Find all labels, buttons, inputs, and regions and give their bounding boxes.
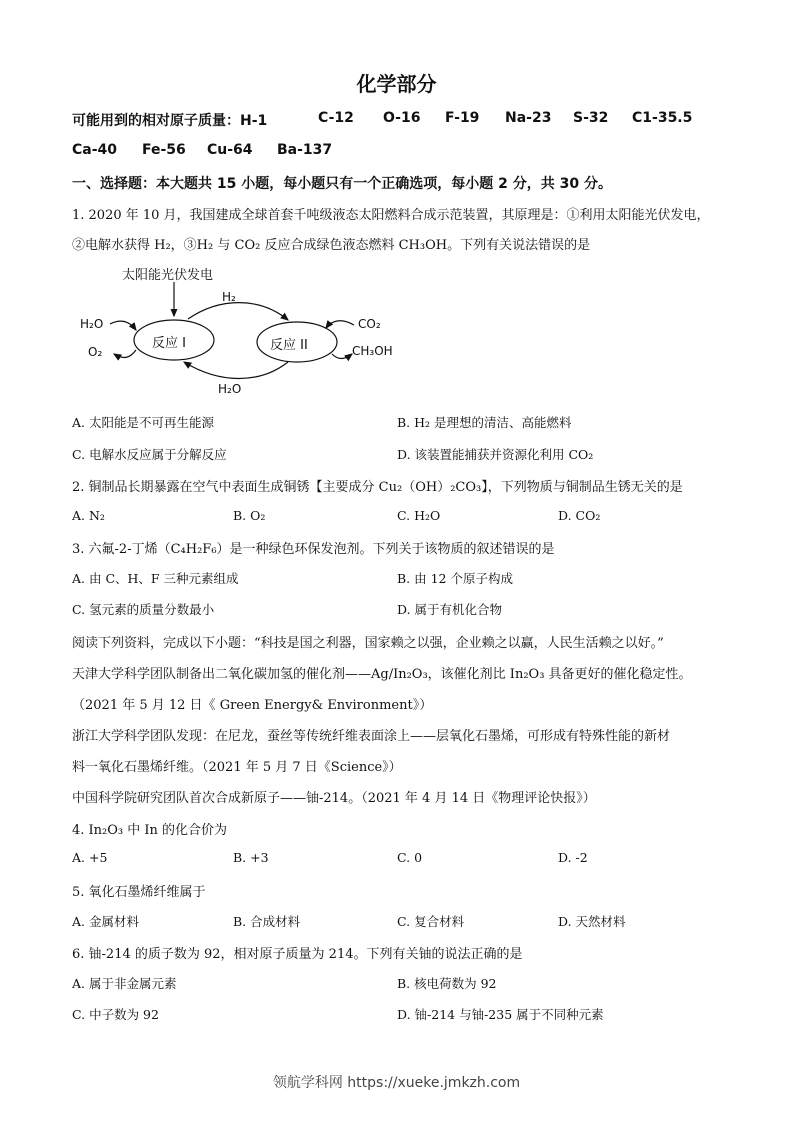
q2-option-c: C. H₂O — [397, 508, 441, 523]
ch3oh-out-arrow — [332, 354, 352, 359]
reaction-diagram-svg — [70, 262, 430, 402]
ch3oh-right-label: CH₃OH — [352, 344, 393, 358]
q2-stem: 2. 铜制品长期暴露在空气中表面生成铜锈【主要成分 Cu₂（OH）₂CO₃】，下列物质与铜制品生锈无关的是 — [72, 480, 683, 495]
reaction-2-label: 反应 II — [270, 338, 308, 353]
co2-in-arrow — [326, 321, 354, 328]
q1-stem-line2: ②电解水获得 H₂，③H₂ 与 CO₂ 反应合成绿色液态燃料 CH₃OH。下列有关说法错误的是 — [72, 238, 591, 253]
q6-option-d: D. 铀-214 与铀-235 属于不同种元素 — [397, 1007, 604, 1022]
q5-option-a: A. 金属材料 — [72, 914, 139, 929]
q2-option-b: B. O₂ — [233, 508, 266, 523]
reading-line: 浙江大学科学团队发现：在尼龙，蚕丝等传统纤维表面涂上——层氧化石墨烯，可形成有特殊性能的新材 — [72, 729, 671, 744]
q2-option-d: D. CO₂ — [558, 508, 601, 523]
q5-stem: 5. 氧化石墨烯纤维属于 — [72, 885, 206, 900]
atomic-mass-item: F-19 — [445, 110, 480, 126]
page-title: 化学部分 — [356, 72, 437, 96]
reading-line: （2021 年 5 月 12 日《 Green Energy& Environment》） — [72, 698, 433, 713]
q1-stem-line1: 1. 2020 年 10 月，我国建成全球首套千吨级液态太阳燃料合成示范装置，其原理是：①利用太阳能光伏发电， — [72, 208, 710, 223]
q4-stem: 4. In₂O₃ 中 In 的化合价为 — [72, 823, 228, 838]
q3-option-d: D. 属于有机化合物 — [397, 602, 503, 617]
q6-stem: 6. 铀-214 的质子数为 92，相对原子质量为 214。下列有关铀的说法正确的是 — [72, 947, 523, 962]
q5-option-c: C. 复合材料 — [397, 914, 465, 929]
reaction-diagram — [70, 262, 430, 402]
q2-option-a: A. N₂ — [72, 508, 105, 523]
o2-out-arrow — [114, 350, 136, 357]
atomic-mass-item: C1-35.5 — [632, 110, 693, 126]
solar-label: 太阳能光伏发电 — [122, 268, 214, 283]
reading-line: 天津大学科学团队制备出二氧化碳加氢的催化剂——Ag/In₂O₃，该催化剂比 In₂O₃ 具备更好的催化稳定性。 — [72, 667, 692, 682]
h2-top-label: H₂ — [222, 290, 236, 304]
q4-option-b: B. +3 — [233, 850, 269, 865]
reaction-1-label: 反应 I — [152, 336, 186, 351]
h2o-bottom-label: H₂O — [218, 382, 242, 396]
h2o-in-arrow — [110, 321, 136, 330]
q4-option-d: D. -2 — [558, 850, 588, 865]
q6-option-a: A. 属于非金属元素 — [72, 976, 177, 991]
q3-option-a: A. 由 C、H、F 三种元素组成 — [72, 571, 239, 586]
q3-option-c: C. 氢元素的质量分数最小 — [72, 602, 215, 617]
atomic-mass-item: S-32 — [573, 110, 609, 126]
h2o-return-arrow — [184, 362, 288, 379]
q5-option-b: B. 合成材料 — [233, 914, 301, 929]
q5-option-d: D. 天然材料 — [558, 914, 626, 929]
q1-option-d: D. 该装置能捕获并资源化利用 CO₂ — [397, 447, 594, 462]
q1-option-a: A. 太阳能是不可再生能源 — [72, 415, 214, 430]
atomic-mass-item: Fe-56 — [142, 142, 186, 158]
q1-option-b: B. H₂ 是理想的清洁、高能燃料 — [397, 415, 572, 430]
atomic-mass-label: 可能用到的相对原子质量：H-1 — [72, 113, 268, 129]
q6-option-c: C. 中子数为 92 — [72, 1007, 159, 1022]
reading-line: 中国科学院研究团队首次合成新原子——铀-214。（2021 年 4 月 14 日《物理评论快报》） — [72, 791, 596, 806]
atomic-mass-item: Ca-40 — [72, 142, 118, 158]
o2-left-label: O₂ — [88, 345, 103, 359]
q1-option-c: C. 电解水反应属于分解反应 — [72, 447, 227, 462]
atomic-mass-item: Cu-64 — [207, 142, 253, 158]
footer-watermark: 领航学科网 https://xueke.jmkzh.com — [272, 1075, 521, 1091]
q3-stem: 3. 六氟-2-丁烯（C₄H₂F₆）是一种绿色环保发泡剂。下列关于该物质的叙述错误的是 — [72, 542, 555, 557]
q4-option-a: A. +5 — [72, 850, 108, 865]
q3-option-b: B. 由 12 个原子构成 — [397, 571, 513, 586]
h2-arrow — [188, 303, 288, 320]
reading-line: 阅读下列资料，完成以下小题：“科技是国之利器，国家赖之以强，企业赖之以赢，人民生活赖之以好。” — [72, 636, 664, 651]
co2-right-label: CO₂ — [358, 317, 381, 331]
q6-option-b: B. 核电荷数为 92 — [397, 976, 497, 991]
reading-line: 料一氧化石墨烯纤维。（2021 年 5 月 7 日《Science》） — [72, 760, 402, 775]
atomic-mass-item: Na-23 — [505, 110, 552, 126]
atomic-mass-item: C-12 — [318, 110, 354, 126]
atomic-mass-item: O-16 — [383, 110, 421, 126]
q4-option-c: C. 0 — [397, 850, 423, 865]
atomic-mass-item: Ba-137 — [277, 142, 333, 158]
h2o-left-label: H₂O — [80, 317, 104, 331]
section-heading: 一、选择题：本大题共 15 小题，每小题只有一个正确选项，每小题 2 分，共 30 分。 — [72, 176, 612, 192]
